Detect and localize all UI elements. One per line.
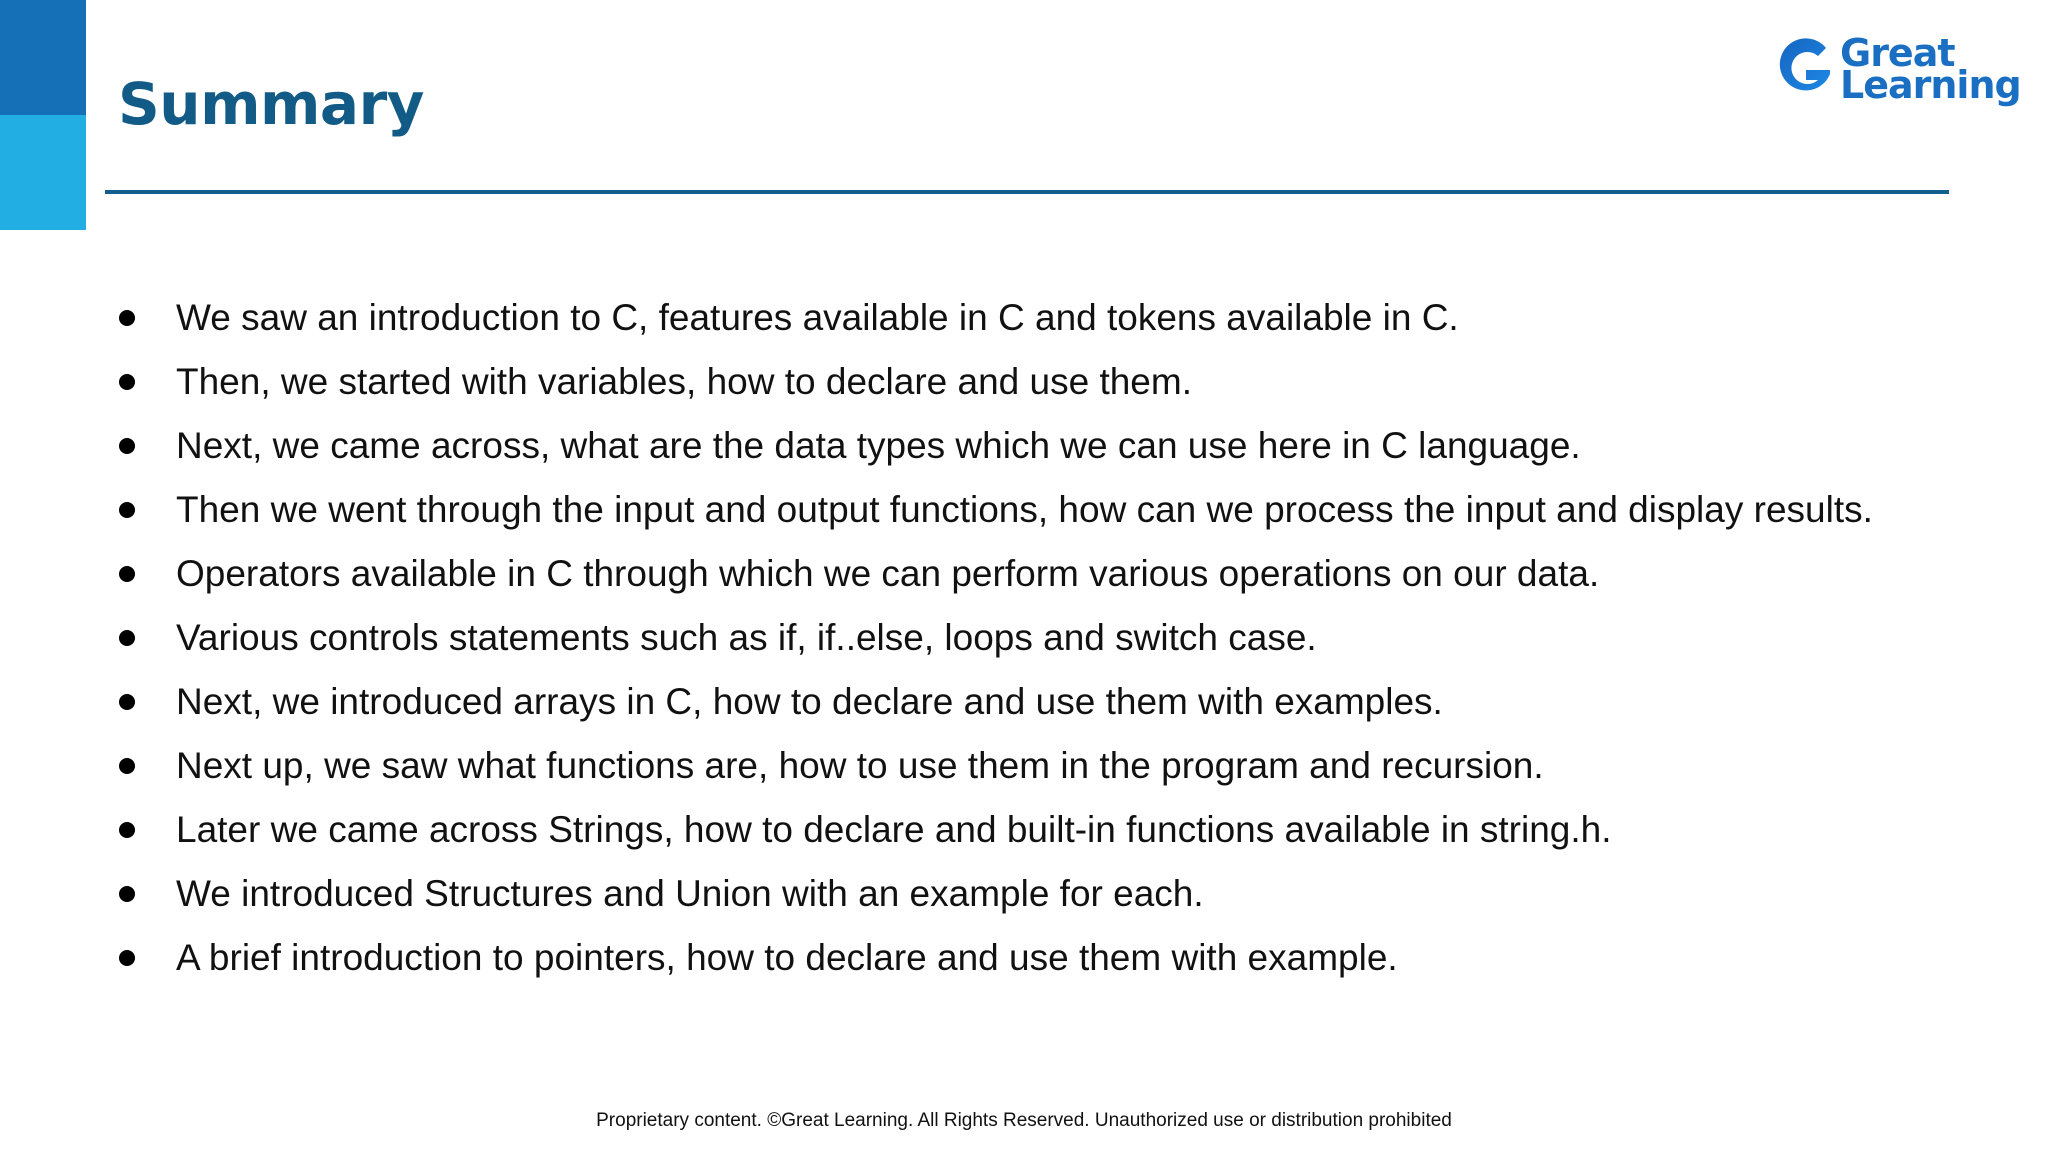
bullet-icon (119, 374, 135, 390)
copyright-footer: Proprietary content. ©Great Learning. All Rights Reserved. Unauthorized use or distribution prohibited (596, 1110, 1452, 1131)
bullet-text: Next up, we saw what functions are, how to use them in the program and recursion. (176, 745, 1544, 786)
great-learning-g-logo-icon (1774, 34, 1836, 100)
accent-bar-dark (0, 0, 86, 115)
bullet-item (118, 612, 1948, 664)
bullet-item (118, 356, 1948, 408)
logo-word-learning: Learning (1840, 63, 2021, 107)
bullet-item (118, 548, 1948, 600)
bullet-item (118, 932, 1948, 984)
bullet-item (118, 676, 1948, 728)
bullet-text: Next, we introduced arrays in C, how to declare and use them with examples. (176, 681, 1443, 722)
bullet-item (118, 484, 1948, 536)
bullet-text: Various controls statements such as if, if..else, loops and switch case. (176, 617, 1317, 658)
great-learning-logo (1774, 30, 2021, 110)
bullet-text: Next, we came across, what are the data types which we can use here in C language. (176, 425, 1581, 466)
bullet-text: Then we went through the input and output functions, how can we process the input and display results. (176, 489, 1873, 530)
logo-word-great: Great (1840, 31, 1955, 75)
bullet-text: Operators available in C through which we can perform various operations on our data. (176, 553, 1600, 594)
bullet-icon (119, 822, 135, 838)
bullet-icon (119, 630, 135, 646)
bullet-icon (119, 438, 135, 454)
bullet-icon (119, 886, 135, 902)
bullet-icon (119, 566, 135, 582)
accent-bar-light (0, 115, 86, 230)
bullet-icon (119, 950, 135, 966)
bullet-item (118, 292, 1948, 344)
bullet-item (118, 420, 1948, 472)
title-divider (105, 190, 1949, 194)
bullet-text: We saw an introduction to C, features available in C and tokens available in C. (176, 297, 1459, 338)
bullet-item (118, 740, 1948, 792)
bullet-item (118, 804, 1948, 856)
bullet-icon (119, 694, 135, 710)
bullet-text: Then, we started with variables, how to declare and use them. (176, 361, 1192, 402)
bullet-text: A brief introduction to pointers, how to declare and use them with example. (176, 937, 1398, 978)
slide-title: Summary (118, 70, 424, 138)
bullet-text: Later we came across Strings, how to declare and built-in functions available in string.h. (176, 809, 1612, 850)
bullet-item (118, 868, 1948, 920)
summary-bullet-list (118, 292, 1948, 996)
bullet-icon (119, 310, 135, 326)
bullet-text: We introduced Structures and Union with an example for each. (176, 873, 1204, 914)
bullet-icon (119, 502, 135, 518)
bullet-icon (119, 758, 135, 774)
